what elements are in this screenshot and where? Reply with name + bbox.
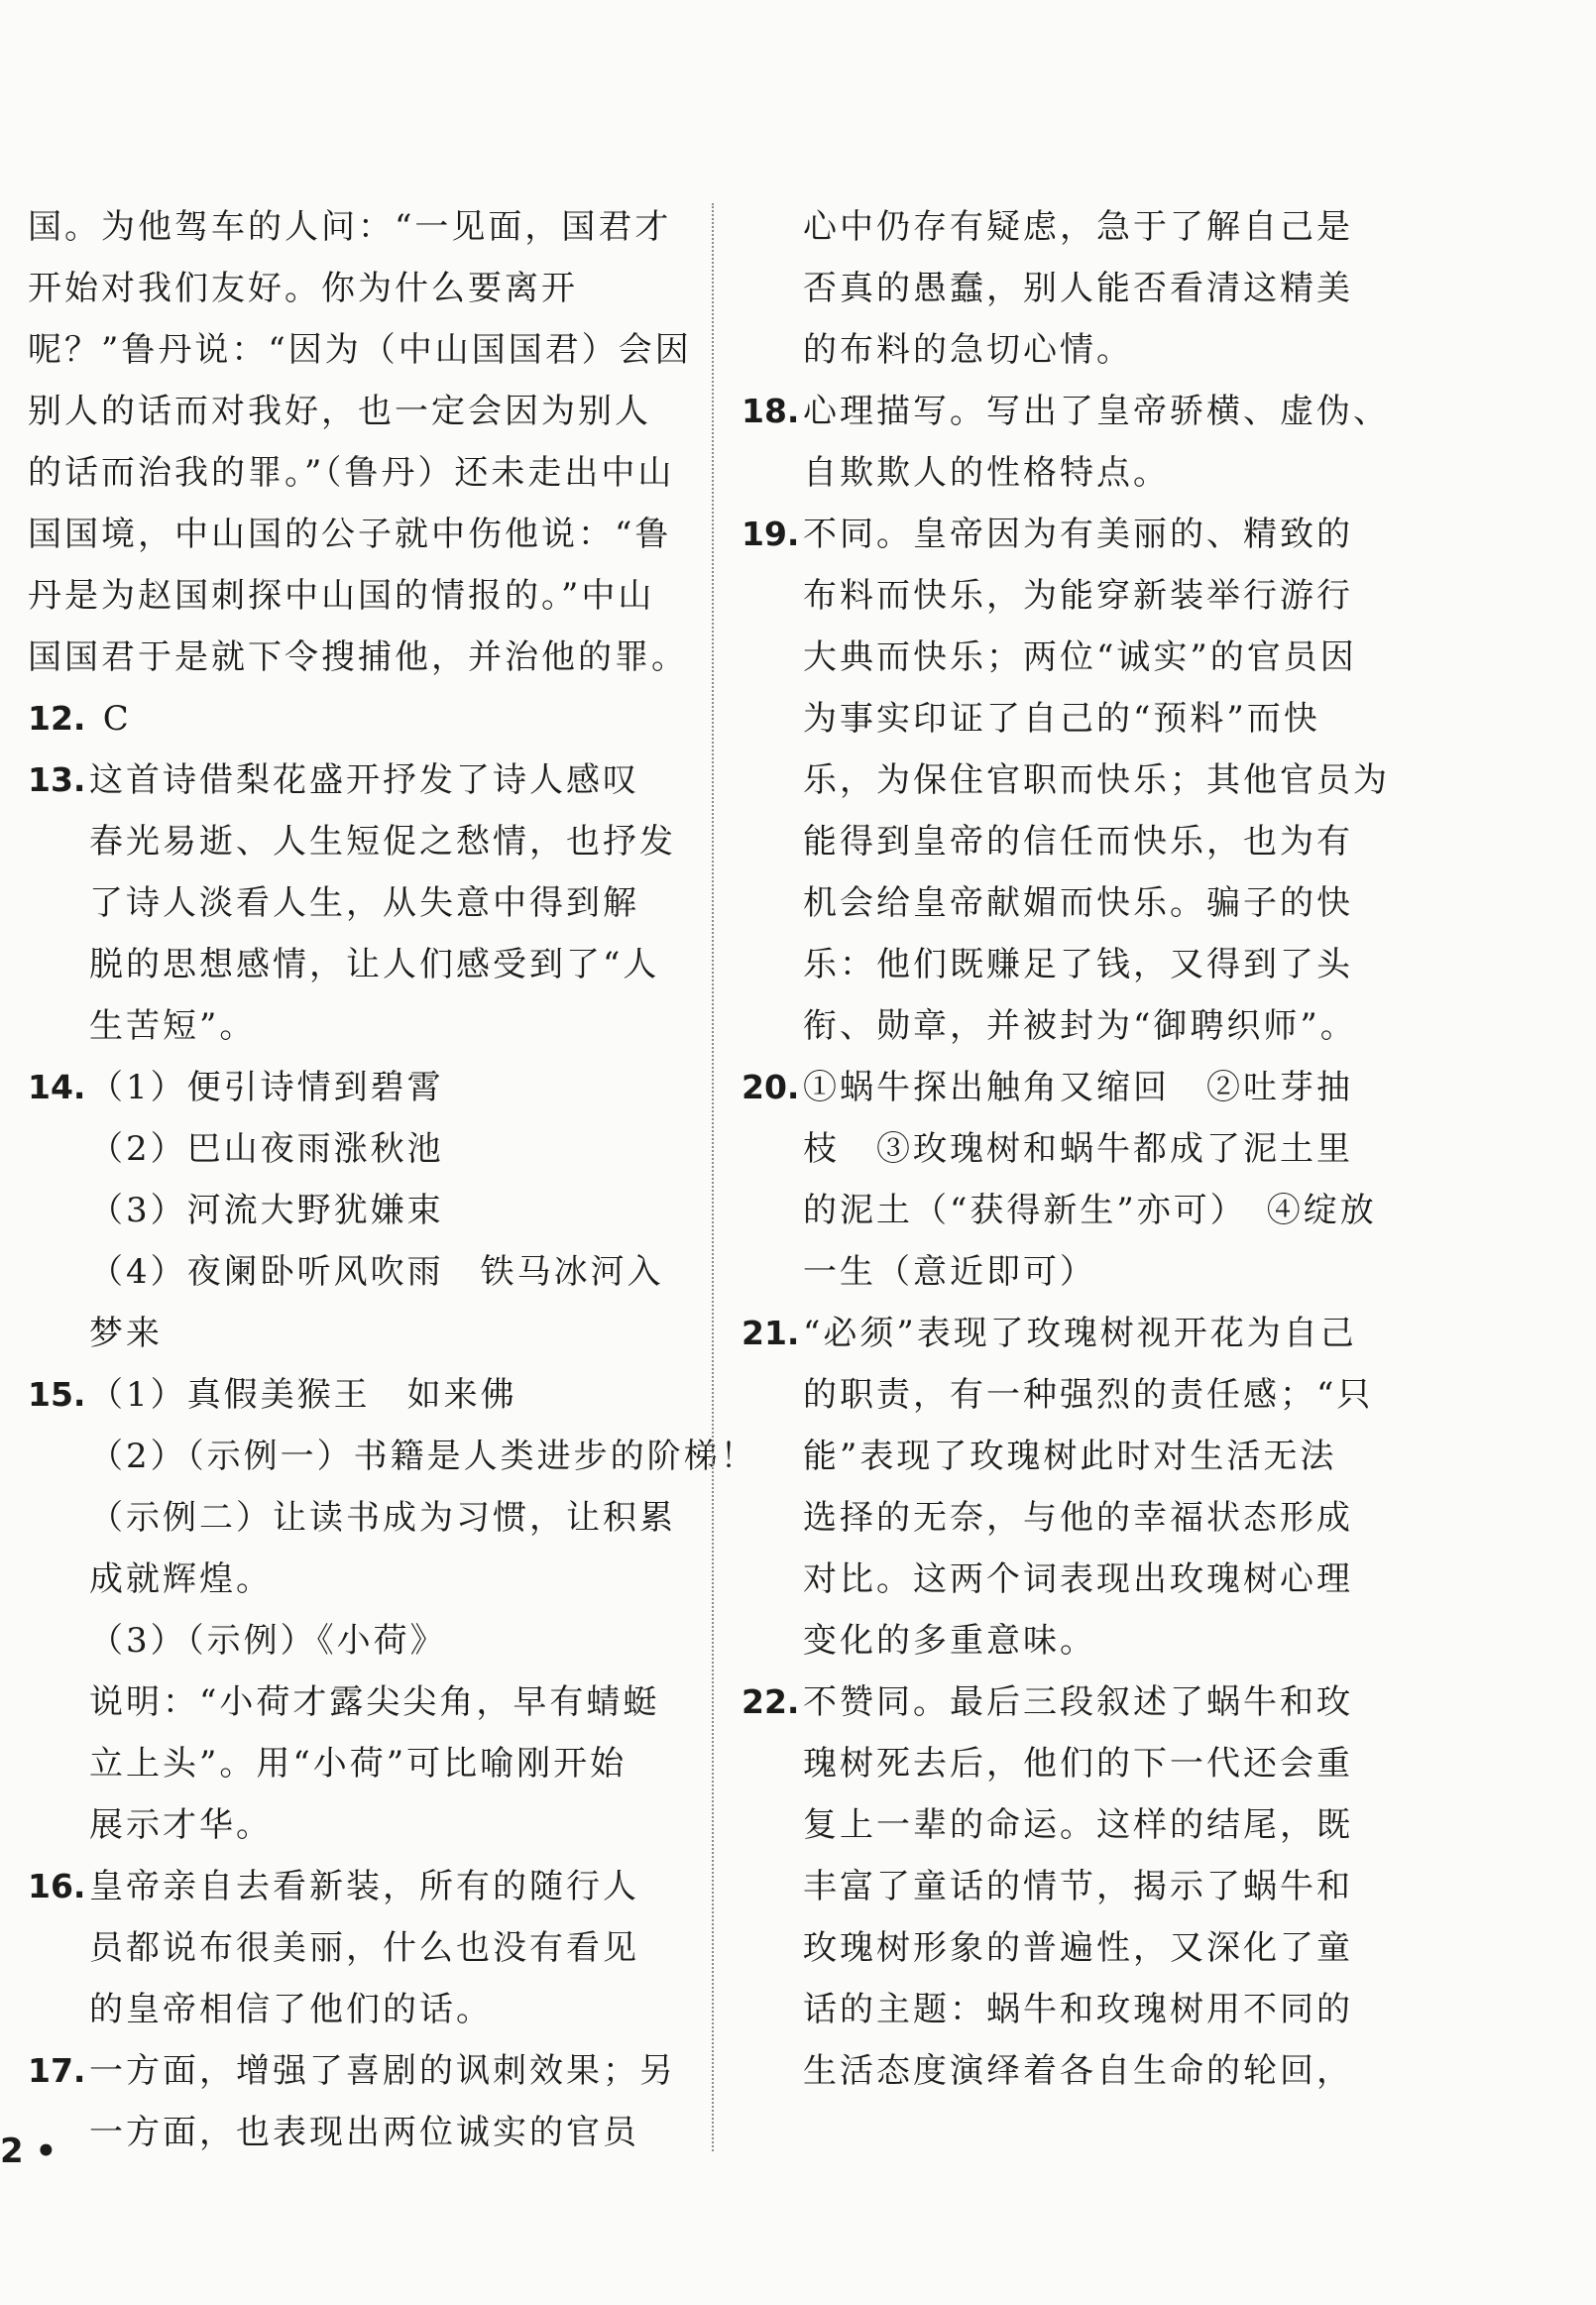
line-text: 玫瑰树形象的普遍性，又深化了童 xyxy=(803,1928,1353,1968)
item-number: 15. xyxy=(28,1375,86,1414)
text-line xyxy=(741,1979,1396,2040)
line-text: 乐，为保住官职而快乐；其他官员为 xyxy=(803,760,1390,800)
line-text: 心理描写。写出了皇帝骄横、虚伪、 xyxy=(803,392,1390,431)
line-text: 的布料的急切心情。 xyxy=(803,330,1133,370)
text-line xyxy=(28,565,682,627)
text-line xyxy=(741,1180,1396,1241)
answer-item-line xyxy=(741,1671,1396,1733)
line-text: 变化的多重意味。 xyxy=(803,1621,1096,1661)
line-text: 的话而治我的罪。”（鲁丹）还未走出中山 xyxy=(28,453,675,493)
text-line xyxy=(28,258,682,319)
line-text: （示例二）让读书成为习惯，让积累 xyxy=(89,1498,676,1538)
line-text: 不赞同。最后三段叙述了蜗牛和玫 xyxy=(803,1682,1353,1722)
line-text: 布料而快乐，为能穿新装举行游行 xyxy=(803,576,1353,616)
text-line xyxy=(741,995,1396,1057)
line-text: 梦来 xyxy=(89,1314,163,1353)
text-line xyxy=(741,1794,1396,1856)
text-line xyxy=(28,872,682,934)
text-line xyxy=(28,2102,682,2163)
line-text: 展示才华。 xyxy=(89,1805,273,1845)
text-line xyxy=(28,1917,682,1979)
line-text: （1）便引诗情到碧霄 xyxy=(89,1068,444,1107)
text-line xyxy=(28,442,682,504)
line-text: 的皇帝相信了他们的话。 xyxy=(89,1990,493,2029)
text-line xyxy=(28,1733,682,1794)
text-line xyxy=(741,934,1396,995)
text-line xyxy=(741,1241,1396,1303)
text-line xyxy=(28,811,682,872)
text-line xyxy=(741,749,1396,811)
column-divider xyxy=(712,203,714,2151)
text-line xyxy=(741,1487,1396,1549)
text-line xyxy=(28,381,682,442)
line-text: 脱的思想感情，让人们感受到了“人 xyxy=(89,945,660,984)
line-text: 为事实印证了自己的“预料”而快 xyxy=(803,699,1320,739)
line-text: 自欺欺人的性格特点。 xyxy=(803,453,1170,493)
text-line xyxy=(28,1671,682,1733)
line-text: （3）河流大野犹嫌束 xyxy=(89,1191,444,1230)
text-line xyxy=(28,1610,682,1671)
text-line xyxy=(741,627,1396,688)
text-line xyxy=(741,1118,1396,1180)
text-line xyxy=(28,196,682,258)
item-number: 20. xyxy=(741,1068,800,1106)
text-line xyxy=(741,442,1396,504)
answer-item-line xyxy=(741,1303,1396,1364)
text-line xyxy=(28,934,682,995)
text-line xyxy=(741,1426,1396,1487)
text-line xyxy=(741,688,1396,749)
text-line xyxy=(28,504,682,565)
text-line xyxy=(741,319,1396,381)
item-number: 18. xyxy=(741,392,800,430)
answer-item-line xyxy=(28,1057,682,1118)
line-text: 丹是为赵国刺探中山国的情报的。”中山 xyxy=(28,576,655,616)
line-text: 立上头”。用“小荷”可比喻刚开始 xyxy=(89,1744,627,1784)
item-number: 21. xyxy=(741,1314,800,1352)
line-text: 员都说布很美丽，什么也没有看见 xyxy=(89,1928,639,1968)
line-text: 别人的话而对我好，也一定会因为别人 xyxy=(28,392,651,431)
line-text: 机会给皇帝献媚而快乐。骗子的快 xyxy=(803,883,1353,923)
text-line xyxy=(28,1487,682,1549)
line-text: （4）夜阑卧听风吹雨 铁马冰河入 xyxy=(89,1252,664,1292)
line-text: 说明：“小荷才露尖尖角，早有蜻蜓 xyxy=(89,1682,660,1722)
answer-item-line xyxy=(28,688,682,749)
line-text: 丰富了童话的情节，揭示了蜗牛和 xyxy=(803,1867,1353,1906)
line-text: 对比。这两个词表现出玫瑰树心理 xyxy=(803,1559,1353,1599)
line-text: 国国境，中山国的公子就中伤他说：“鲁 xyxy=(28,515,672,554)
text-line xyxy=(741,1364,1396,1426)
text-line xyxy=(28,1118,682,1180)
line-text: （2）（示例一）书籍是人类进步的阶梯！ xyxy=(89,1437,757,1476)
line-text: 国。为他驾车的人问：“一见面，国君才 xyxy=(28,207,672,247)
text-line xyxy=(28,1303,682,1364)
answer-item-line xyxy=(741,1057,1396,1118)
text-line xyxy=(741,1549,1396,1610)
left-column xyxy=(28,196,757,2163)
line-text: 开始对我们友好。你为什么要离开 xyxy=(28,269,578,308)
item-number: 19. xyxy=(741,515,800,553)
item-number: 16. xyxy=(28,1867,86,1905)
answer-item-line xyxy=(28,2040,682,2102)
line-text: 生苦短”。 xyxy=(89,1006,257,1046)
line-text: 皇帝亲自去看新装，所有的随行人 xyxy=(89,1867,639,1906)
line-text: C xyxy=(89,699,132,739)
text-line xyxy=(741,565,1396,627)
answer-item-line xyxy=(28,1364,682,1426)
text-line xyxy=(741,196,1396,258)
answer-item-line xyxy=(28,1856,682,1917)
text-line xyxy=(741,1610,1396,1671)
page-number: 2 • xyxy=(0,2132,57,2171)
text-line xyxy=(28,1241,682,1303)
line-text: 选择的无奈，与他的幸福状态形成 xyxy=(803,1498,1353,1538)
item-number: 14. xyxy=(28,1068,86,1106)
line-text: 春光易逝、人生短促之愁情，也抒发 xyxy=(89,822,676,862)
text-line xyxy=(28,995,682,1057)
text-line xyxy=(741,1733,1396,1794)
line-text: 不同。皇帝因为有美丽的、精致的 xyxy=(803,515,1353,554)
item-number: 13. xyxy=(28,760,86,799)
right-column xyxy=(741,196,1396,2102)
line-text: 瑰树死去后，他们的下一代还会重 xyxy=(803,1744,1353,1784)
item-number: 22. xyxy=(741,1682,800,1721)
line-text: 国国君于是就下令搜捕他，并治他的罪。 xyxy=(28,637,688,677)
line-text: 生活态度演绎着各自生命的轮回， xyxy=(803,2051,1353,2091)
line-text: 能得到皇帝的信任而快乐，也为有 xyxy=(803,822,1353,862)
text-line xyxy=(741,2040,1396,2102)
text-line xyxy=(28,627,688,688)
line-text: ①蜗牛探出触角又缩回 ②吐芽抽 xyxy=(803,1068,1353,1107)
line-text: 枝 ③玫瑰树和蜗牛都成了泥土里 xyxy=(803,1129,1353,1169)
line-text: （3）（示例）《小荷》 xyxy=(89,1621,447,1661)
text-line xyxy=(28,1549,682,1610)
line-text: 大典而快乐；两位“诚实”的官员因 xyxy=(803,637,1357,677)
line-text: （2）巴山夜雨涨秋池 xyxy=(89,1129,444,1169)
text-line xyxy=(28,1979,682,2040)
text-line xyxy=(741,1856,1396,1917)
line-text: 否真的愚蠢，别人能否看清这精美 xyxy=(803,269,1353,308)
line-text: 一生（意近即可） xyxy=(803,1252,1096,1292)
line-text: 衔、勋章，并被封为“御聘织师”。 xyxy=(803,1006,1357,1046)
line-text: 乐：他们既赚足了钱，又得到了头 xyxy=(803,945,1353,984)
answer-item-line xyxy=(741,504,1396,565)
line-text: 心中仍存有疑虑，急于了解自己是 xyxy=(803,207,1353,247)
item-number: 12. xyxy=(28,699,86,738)
text-line xyxy=(741,811,1396,872)
answer-item-line xyxy=(28,749,682,811)
answer-item-line xyxy=(741,381,1396,442)
line-text: “必须”表现了玫瑰树视开花为自己 xyxy=(803,1314,1357,1353)
line-text: 一方面，也表现出两位诚实的官员 xyxy=(89,2113,639,2152)
text-line xyxy=(741,872,1396,934)
line-text: 话的主题：蜗牛和玫瑰树用不同的 xyxy=(803,1990,1353,2029)
line-text: 呢？”鲁丹说：“因为（中山国国君）会因 xyxy=(28,330,692,370)
line-text: 能”表现了玫瑰树此时对生活无法 xyxy=(803,1437,1337,1476)
line-text: 成就辉煌。 xyxy=(89,1559,273,1599)
line-text: 的职责，有一种强烈的责任感；“只 xyxy=(803,1375,1374,1415)
line-text: 这首诗借梨花盛开抒发了诗人感叹 xyxy=(89,760,639,800)
line-text: 一方面，增强了喜剧的讽刺效果；另 xyxy=(89,2051,676,2091)
text-line xyxy=(28,1426,757,1487)
line-text: 复上一辈的命运。这样的结尾，既 xyxy=(803,1805,1353,1845)
line-text: 的泥土（“获得新生”亦可） ④绽放 xyxy=(803,1191,1377,1230)
text-line xyxy=(28,1180,682,1241)
text-line xyxy=(741,1917,1396,1979)
text-line xyxy=(741,258,1396,319)
item-number: 17. xyxy=(28,2051,86,2090)
line-text: 了诗人淡看人生，从失意中得到解 xyxy=(89,883,639,923)
text-line xyxy=(28,319,692,381)
line-text: （1）真假美猴王 如来佛 xyxy=(89,1375,517,1415)
text-line xyxy=(28,1794,682,1856)
